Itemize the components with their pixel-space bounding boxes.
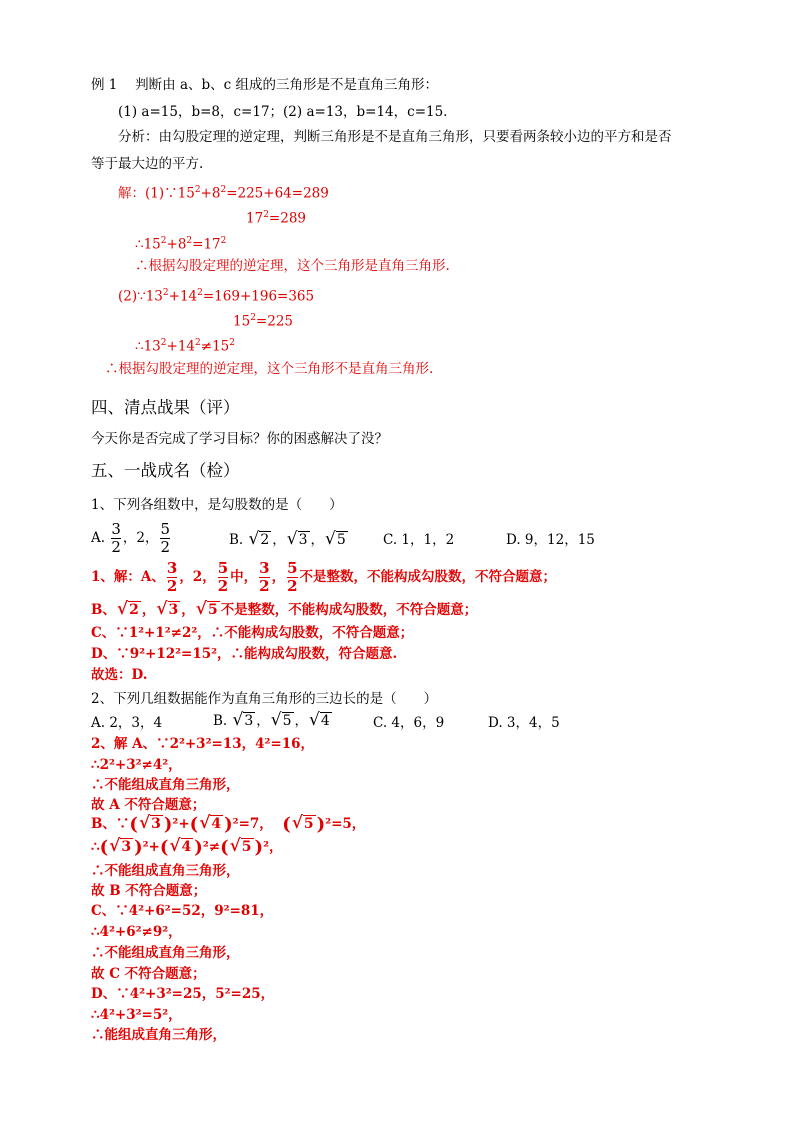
sqrt: √ 3: [156, 599, 179, 619]
solution-2-conclusion: $\therefore 13^2+14^2\ne 15^2$: [135, 338, 235, 355]
sqrt: √ 4: [199, 813, 222, 833]
q1-option-c: C. 1，1，2: [383, 532, 455, 548]
fraction: $\frac{5}{2}$: [160, 520, 171, 556]
q2-solution-c3: ∴不能组成直角三角形，: [91, 945, 240, 961]
solution-1-line: 解：$(1)\because 15^2+8^2=225+64=289$: [118, 185, 329, 202]
solution-1-result: ∴根据勾股定理的逆定理，这个三角形是直角三角形.: [135, 258, 450, 274]
solution-2-line: $(2)\because 13^2+14^2=169+196=365$: [118, 288, 315, 305]
sqrt: √ 5: [229, 836, 252, 856]
q2-solution-b3: ∴不能组成直角三角形，: [91, 863, 240, 879]
fraction: $\frac{3}{2}$: [111, 520, 121, 556]
q1-solution-b: B、 √ 2 ， √ 3 ， √ 5 不是整数，不能构成勾股数，不符合题意；: [91, 599, 478, 619]
fraction: $\frac{3}{2}$: [259, 559, 270, 595]
q2-solution-d1: D、∵4²+3²=25，5²=25，: [91, 986, 275, 1002]
q1-solution-c: C、∵1²+1²≠2²，∴不能构成勾股数，不符合题意；: [91, 625, 414, 641]
sqrt: √ 4: [169, 836, 192, 856]
fraction: $\frac{5}{2}$: [287, 559, 298, 595]
q1-solution-d: D、∵9²+12²=15²，∴能构成勾股数，符合题意.: [91, 646, 398, 662]
solution-1-conclusion: $\therefore 15^2+8^2=17^2$: [135, 236, 227, 253]
q2-stem: 2、下列几组数据能作为直角三角形的三边长的是（ ）: [91, 691, 438, 707]
solution-2-c-square: $15^2=225$: [233, 313, 294, 330]
q2-solution-a4: 故 A 不符合题意；: [91, 797, 206, 813]
sqrt: √ 4: [309, 710, 330, 730]
sqrt: √ 5: [291, 813, 314, 833]
q2-solution-d3: ∴能组成直角三角形，: [91, 1027, 226, 1043]
q2-solution-c2: ∴4²+6²≠9²，: [91, 924, 182, 940]
sqrt: √ 3: [232, 710, 254, 730]
q1-option-d: D. 9，12，15: [506, 532, 595, 548]
q2-solution-c4: 故 C 不符合题意；: [91, 966, 206, 982]
sqrt: √ 5: [195, 599, 218, 619]
section-5-heading: 五、一战成名（检）: [91, 461, 240, 480]
q2-solution-b4: 故 B 不符合题意；: [91, 883, 207, 899]
q2-solution-b2: ∴( √ 3 )²+( √ 4 )²≠( √ 5 )²，: [91, 836, 283, 858]
q1-option-a: A. $\frac{3}{2}$ ，2， $\frac{5}{2}$: [91, 520, 171, 556]
q1-solution-a: 1、解：A、 $\frac{3}{2}$ ，2， $\frac{5}{2}$ 中， $\frac{3}{2}$ ， $\frac{5}{2}$ 不是整数，不能构成勾股数，不符合题意；: [91, 559, 557, 595]
analysis-line-2: 等于最大边的平方.: [91, 156, 204, 172]
q2-solution-a2: ∴2²+3²≠4²，: [91, 757, 182, 773]
q2-solution-a3: ∴不能组成直角三角形，: [91, 777, 240, 793]
fraction: $\frac{5}{2}$: [217, 559, 229, 595]
solution-1-c-square: $17^2=289$: [246, 210, 307, 227]
sqrt: √ 3: [138, 813, 161, 833]
q2-option-c: C. 4，6，9: [373, 715, 445, 731]
sqrt: √ 3: [286, 529, 308, 549]
section-4-question: 今天你是否完成了学习目标？你的困惑解决了没？: [91, 431, 388, 447]
sqrt: √ 3: [109, 836, 132, 856]
q2-solution-b1: B、∵( √ 3 )²+( √ 4 )²=7， ( √ 5 )²=5，: [91, 813, 366, 835]
q1-stem: 1、下列各组数中，是勾股数的是（ ）: [91, 497, 343, 513]
example-conditions: (1) a=15，b=8，c=17；(2) a=13，b=14，c=15.: [118, 104, 448, 120]
q2-option-b: B. √ 3 ， √ 5 ， √ 4: [213, 710, 330, 730]
example-title: 例 1 判断由 a、b、c 组成的三角形是不是直角三角形：: [91, 77, 439, 93]
q2-solution-a1: 2、解 A、∵2²+3²=13，4²=16，: [91, 736, 314, 752]
solution-2-result: ∴根据勾股定理的逆定理，这个三角形不是直角三角形.: [105, 361, 434, 377]
sqrt: √ 5: [270, 710, 292, 730]
fraction: $\frac{3}{2}$: [166, 559, 178, 595]
q2-option-d: D. 3，4，5: [488, 715, 560, 731]
q1-option-b: B. √ 2 ， √ 3 ， √ 5: [229, 529, 346, 549]
q2-solution-c1: C、∵4²+6²=52，9²=81，: [91, 903, 274, 919]
q1-answer: 故选：D.: [91, 667, 148, 683]
q2-solution-d2: ∴4²+3²=5²，: [91, 1007, 182, 1023]
analysis-line-1: 分析：由勾股定理的逆定理，判断三角形是不是直角三角形，只要看两条较小边的平方和是否: [118, 129, 672, 145]
section-4-heading: 四、清点战果（评）: [91, 398, 240, 417]
q2-option-a: A. 2，3，4: [91, 715, 163, 731]
sqrt: √ 2: [116, 599, 139, 619]
sqrt: √ 2: [248, 529, 270, 549]
sqrt: √ 5: [325, 529, 346, 549]
